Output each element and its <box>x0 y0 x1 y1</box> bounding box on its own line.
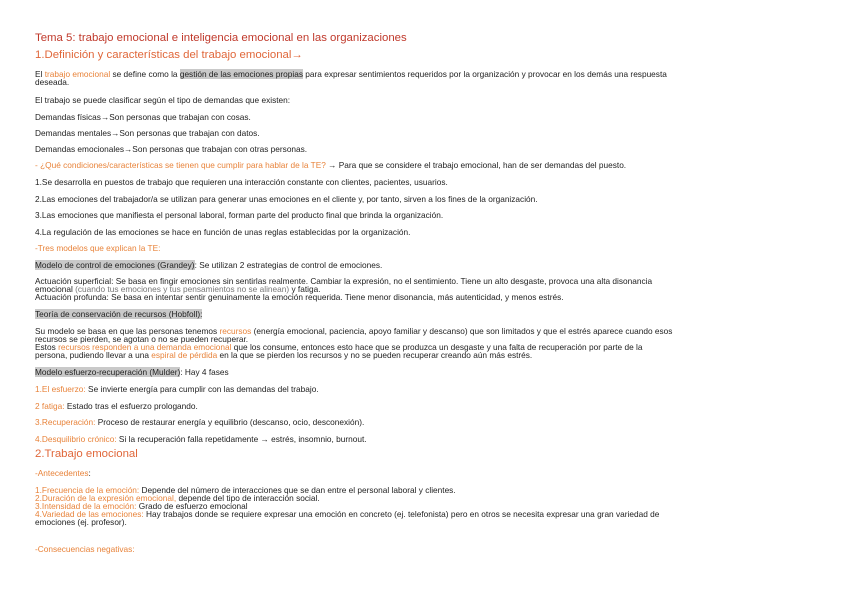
mulder-phase-1 <box>35 385 319 394</box>
item-text: Hay trabajos donde se requiere expresar una emoción en concreto (ej. telefonista) pero en otros se necesita expresar una gran variedad de <box>143 509 660 519</box>
grandey-title: Modelo de control de emociones (Grandey) <box>35 260 195 270</box>
condition-3: 3.Las emociones que manifiesta el personal laboral, forman parte del producto final que brinda la organización. <box>35 210 444 220</box>
condition-4: 4.La regulación de las emociones se hace en función de unas reglas establecidas por la organización. <box>35 227 411 237</box>
superficial-gray-note: (cuando tus emociones y tus pensamientos no se alinean) <box>75 284 290 294</box>
antecedente-4-tail: emociones (ej. profesor). <box>35 517 127 527</box>
def-text-c: para expresar sentimientos requeridos por la organización y provocar en los demás una respuesta <box>302 69 667 79</box>
grandey-model <box>35 261 382 270</box>
hobfoll-demanda: recursos responden a una demanda emocional <box>58 342 232 352</box>
highlight-gestion: gestión de las emociones propias <box>179 69 303 79</box>
section-2-heading: 2.Trabajo emocional <box>35 448 138 460</box>
item-label: 3.Intensidad de la emoción: <box>35 501 137 511</box>
phase-text: Se invierte energía para cumplir con las demandas del trabajo. <box>85 384 319 394</box>
mulder-phase-2 <box>35 402 198 411</box>
antecedente-4 <box>35 510 659 519</box>
question-orange: - ¿Qué condiciones/características se tienen que cumplir para hablar de la TE? <box>35 160 326 170</box>
phase-text: Proceso de restaurar energía y equilibrio (descanso, ocio, desconexión). <box>95 417 365 427</box>
superficial-b: emocional <box>35 284 76 294</box>
item-label: 4.Variedad de las emociones: <box>35 509 144 519</box>
definition-line-1 <box>35 70 667 79</box>
phase-text: Si la recuperación falla repetidamente → estrés, insomnio, burnout. <box>116 434 367 444</box>
item-text: Depende del número de interacciones que se dan entre el personal laboral y clientes. <box>139 485 456 495</box>
mulder-phase-4 <box>35 435 367 444</box>
hobfoll-title: Teoría de conservación de recursos (Hobfoll): <box>35 309 203 319</box>
hobfoll-l3a: Estos <box>35 342 59 352</box>
demand-fisicas: Demandas físicas→Son personas que trabajan con cosas. <box>35 112 251 122</box>
profunda-line: Actuación profunda: Se basa en intentar sentir genuinamente la emoción requerida. Tiene menor disonancia, más autenticidad, y menos estrés. <box>35 292 564 302</box>
te-question <box>35 161 626 170</box>
phase-label: 2 fatiga: <box>35 401 65 411</box>
item-text: depende del tipo de interacción social. <box>176 493 320 503</box>
condition-1: 1.Se desarrolla en puestos de trabajo que requieren una interacción constante con clientes, pacientes, usuarios. <box>35 177 448 187</box>
item-label: 2.Duración de la expresión emocional, <box>35 493 177 503</box>
phase-label: 1.El esfuerzo: <box>35 384 86 394</box>
mulder-model <box>35 368 229 377</box>
superficial-line-1: Actuación superficial: Se basa en fingir emociones sin sentirlas realmente. Cambiar la expresión, no el sentimiento. Tiene un alto desgaste, provoca una alta disonancia <box>35 276 653 286</box>
item-label: 1.Frecuencia de la emoción: <box>35 485 140 495</box>
def-text-a: El <box>35 69 45 79</box>
antecedentes-colon: : <box>88 468 91 478</box>
consecuencias-heading: -Consecuencias negativas: <box>35 544 135 554</box>
superficial-c: y fatiga. <box>289 284 321 294</box>
item-text: Grado de esfuerzo emocional <box>136 501 248 511</box>
antecedentes-heading <box>35 469 91 478</box>
antecedentes-label: -Antecedentes <box>35 468 89 478</box>
question-answer: → Para que se considere el trabajo emocional, han de ser demandas del puesto. <box>325 160 627 170</box>
phase-label: 3.Recuperación: <box>35 417 96 427</box>
hobfoll-l3b: que los consume, entonces esto hace que se produzca un desgaste y una falta de recuperación por parte de la <box>231 342 643 352</box>
definition-line-2: deseada. <box>35 77 70 87</box>
grandey-desc: : Se utilizan 2 estrategias de control de emociones. <box>194 260 383 270</box>
mulder-title: Modelo esfuerzo-recuperación (Mulder) <box>35 367 181 377</box>
hobfoll-l4a: persona, pudiendo llevar a una <box>35 350 152 360</box>
demand-emocionales: Demandas emocionales→Son personas que trabajan con otras personas. <box>35 144 308 154</box>
phase-text: Estado tras el esfuerzo prologando. <box>64 401 198 411</box>
mulder-desc: : Hay 4 fases <box>180 367 229 377</box>
hobfoll-recursos: recursos <box>219 326 252 336</box>
section-1-heading: 1.Definición y características del trabajo emocional→ <box>35 49 303 61</box>
hobfoll-l1a: Su modelo se basa en que las personas tenemos <box>35 326 220 336</box>
term-trabajo-emocional: trabajo emocional <box>44 69 111 79</box>
hobfoll-title-line <box>35 310 202 319</box>
def-text-b: se define como la <box>110 69 180 79</box>
document-title: Tema 5: trabajo emocional e inteligencia emocional en las organizaciones <box>35 32 407 44</box>
models-heading: -Tres modelos que explican la TE: <box>35 243 161 253</box>
demand-mentales: Demandas mentales→Son personas que trabajan con datos. <box>35 128 260 138</box>
hobfoll-l4b: en la que se pierden los recursos y no se pueden recuperar creando aún más estrés. <box>217 350 533 360</box>
hobfoll-line-4 <box>35 351 532 360</box>
phase-label: 4.Desquilibrio crónico: <box>35 434 117 444</box>
hobfoll-line-2: recursos se pierden, se agotan o no se pueden recuperar. <box>35 334 249 344</box>
hobfoll-espiral: espiral de pérdida <box>151 350 218 360</box>
classify-text: El trabajo se puede clasificar según el tipo de demandas que existen: <box>35 95 291 105</box>
hobfoll-l1b: (energía emocional, paciencia, apoyo familiar y descanso) que son limitados y que el estrés aparece cuando esos <box>251 326 673 336</box>
mulder-phase-3 <box>35 418 364 427</box>
condition-2: 2.Las emociones del trabajador/a se utilizan para generar unas emociones en el cliente y, por tanto, sirven a los fines de la organización. <box>35 194 538 204</box>
